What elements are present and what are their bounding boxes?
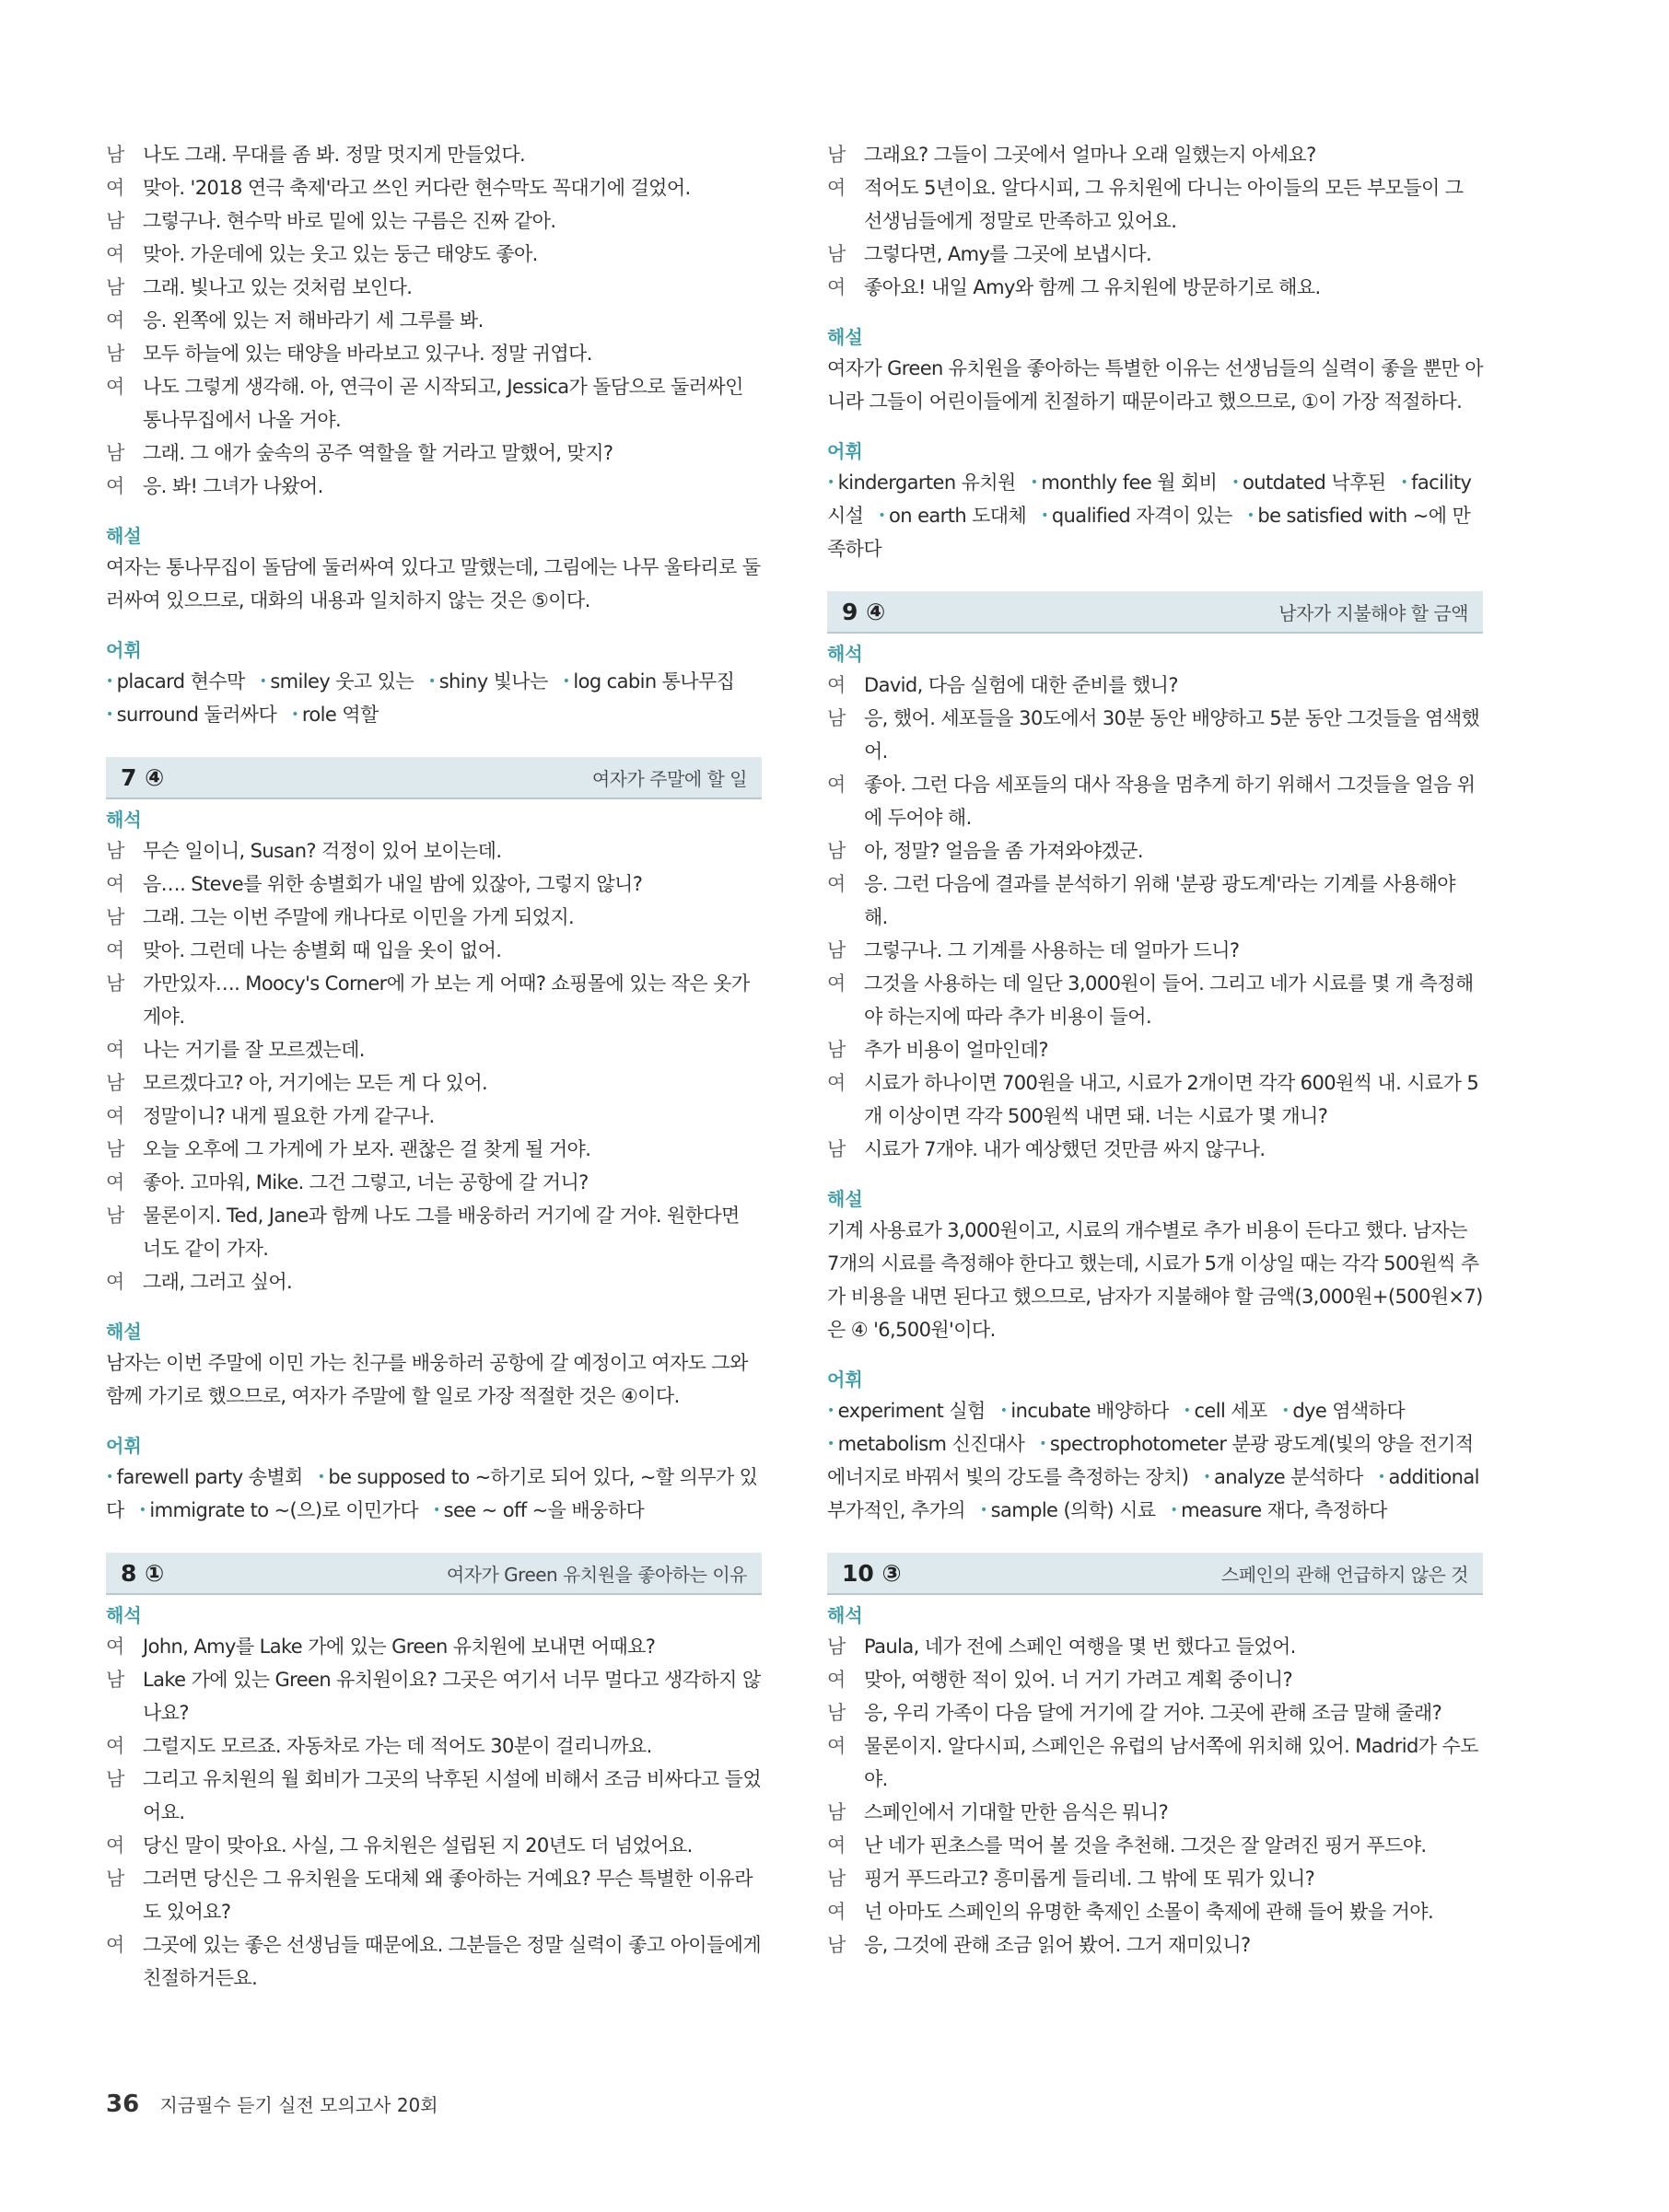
dialog-line (106, 1763, 762, 1829)
vocab-item: monthly fee 월 회비 (1041, 472, 1218, 494)
speaker-label: 남 (106, 210, 124, 232)
speaker-label: 남 (827, 1868, 846, 1890)
dialog-line (827, 1796, 1483, 1829)
dialog-text: 스페인에서 기대할 만한 음식은 뭐니? (864, 1801, 1169, 1823)
vocab-label: 어휘 (827, 440, 863, 462)
vocab-item: be supposed to ~하기로 되어 있다, ~할 의무가 있다 (106, 1466, 758, 1521)
dialog-text: 적어도 5년이요. 알다시피, 그 유치원에 다니는 아이들의 모든 부모들이 그 선생님들에게 정말로 만족하고 있어요. (864, 177, 1464, 232)
speaker-label: 남 (106, 1868, 124, 1890)
dialog-line (106, 304, 762, 337)
dialog-text: 넌 아마도 스페인의 유명한 축제인 소몰이 축제에 관해 들어 봤을 거야. (864, 1901, 1434, 1923)
dialog-text: 시료가 하나이면 700원을 내고, 시료가 2개이면 각각 600원씩 내. 시료가 5개 이상이면 각각 500원씩 내면 돼. 너는 시료가 몇 개니? (864, 1072, 1479, 1127)
vocab-q6 (106, 665, 762, 731)
speaker-label: 여 (827, 177, 846, 199)
dialog-text: 그래, 그러고 싶어. (143, 1271, 293, 1293)
book-title: 지금필수 듣기 실전 모의고사 20회 (159, 2094, 438, 2116)
speaker-label: 남 (106, 840, 124, 862)
vocab-item: role 역할 (301, 704, 379, 726)
vocab-item: farewell party 송별회 (116, 1466, 303, 1488)
speaker-label: 남 (106, 1205, 124, 1227)
speaker-label: 여 (106, 475, 124, 497)
speaker-label: 남 (827, 1636, 846, 1658)
speaker-label: 여 (827, 674, 846, 696)
vocab-item: outdated 낙후된 (1243, 472, 1386, 494)
explanation-label: 해설 (106, 525, 142, 547)
dialog-line (827, 1033, 1483, 1066)
dialog-line (106, 204, 762, 238)
speaker-label: 남 (827, 1702, 846, 1724)
dialog-line (106, 1033, 762, 1066)
vocab-item: shiny 빛나는 (438, 670, 548, 693)
dialog-text: 응. 그런 다음에 결과를 분석하기 위해 '분광 광도계'라는 기계를 사용해야 해. (864, 873, 1455, 928)
speaker-label: 여 (106, 1271, 124, 1293)
explanation-q8: 여자가 Green 유치원을 좋아하는 특별한 이유는 선생님들의 실력이 좋을 뿐만 아니라 그들이 어린이들에게 친절하기 때문이라고 했으므로, ①이 가장 적절하다. (827, 357, 1483, 413)
dialog-text: 맞아. '2018 연극 축제'라고 쓰인 커다란 현수막도 꼭대기에 걸었어. (143, 177, 691, 199)
dialog-line (106, 967, 762, 1033)
dialog-text: 그럴지도 모르죠. 자동차로 가는 데 적어도 30분이 걸리니까요. (143, 1735, 652, 1757)
dialog-line (106, 1862, 762, 1928)
speaker-label: 여 (827, 1834, 846, 1857)
explanation-label: 해설 (106, 1321, 142, 1343)
dialog-line (106, 1729, 762, 1763)
speaker-label: 여 (106, 177, 124, 199)
dialog-text: 그래. 그는 이번 주말에 캐나다로 이민을 가게 되었지. (143, 906, 575, 928)
dialog-text: 맞아. 가운데에 있는 웃고 있는 둥근 태양도 좋아. (143, 243, 538, 265)
dialog-line (106, 1199, 762, 1265)
dialog-text: 그러면 당신은 그 유치원을 도대체 왜 좋아하는 거예요? 무슨 특별한 이유라도 있어요? (143, 1868, 753, 1923)
dialog-line (827, 1066, 1483, 1133)
dialog-line (827, 138, 1483, 171)
bullet-icon: • (106, 707, 113, 722)
bullet-icon: • (1183, 1403, 1191, 1418)
vocab-label: 어휘 (827, 1368, 863, 1391)
dialog-text: 그것을 사용하는 데 일단 3,000원이 들어. 그리고 네가 시료를 몇 개 측정해야 하는지에 따라 추가 비용이 들어. (864, 972, 1474, 1028)
bullet-icon: • (827, 1437, 834, 1451)
speaker-label: 남 (827, 707, 846, 729)
vocab-item: placard 현수막 (116, 670, 245, 693)
question-topic: 스페인의 관해 언급하지 않은 것 (1220, 1563, 1468, 1586)
bullet-icon: • (138, 1503, 146, 1518)
question-number: 9 ④ (842, 598, 886, 625)
speaker-label: 여 (827, 873, 846, 895)
speaker-label: 남 (106, 144, 124, 166)
vocab-item: dye 염색하다 (1292, 1400, 1406, 1422)
dialog-line (827, 669, 1483, 702)
vocab-q8 (827, 466, 1483, 565)
dialog-line (106, 1829, 762, 1862)
bullet-icon: • (827, 1403, 834, 1418)
question-topic: 남자가 지불해야 할 금액 (1278, 601, 1468, 624)
bullet-icon: • (999, 1403, 1008, 1418)
dialog-line (827, 768, 1483, 834)
bullet-icon: • (1030, 475, 1038, 490)
bullet-icon: • (979, 1503, 987, 1518)
speaker-label: 여 (106, 1105, 124, 1127)
explanation-q9: 기계 사용료가 3,000원이고, 시료의 개수별로 추가 비용이 든다고 했다. 남자는 7개의 시료를 측정해야 한다고 했는데, 시료가 5개 이상일 때는 각각 500원씩 추가 비용을 내면 된다고 했으므로, 남자가 지불해야 할 금액(3,000원+(500원×7)은 ④ '6,500원'이다. (827, 1219, 1483, 1341)
speaker-label: 여 (827, 1669, 846, 1691)
vocab-q9 (827, 1394, 1483, 1527)
translation-label: 해석 (827, 1604, 863, 1626)
speaker-label: 여 (106, 1636, 124, 1658)
dialog-line (106, 138, 762, 171)
dialog-text: 맞아, 여행한 적이 있어. 너 거기 가려고 계획 중이니? (864, 1669, 1293, 1691)
page-number: 36 (106, 2090, 140, 2118)
dialog-q6-continued (106, 138, 762, 503)
bullet-icon: • (562, 674, 570, 689)
speaker-label: 여 (827, 276, 846, 298)
dialog-line (106, 1663, 762, 1729)
speaker-label: 여 (106, 1171, 124, 1193)
speaker-label: 남 (106, 276, 124, 298)
dialog-line (106, 1133, 762, 1166)
bullet-icon: • (291, 707, 298, 722)
speaker-label: 남 (106, 1138, 124, 1160)
vocab-item: see ~ off ~을 배웅하다 (443, 1499, 645, 1521)
translation-label: 해석 (106, 1604, 142, 1626)
speaker-label: 여 (827, 1901, 846, 1923)
bullet-icon: • (1400, 475, 1408, 490)
bullet-icon: • (1039, 1437, 1046, 1451)
dialog-text: 응, 우리 가족이 다음 달에 거기에 갈 거야. 그곳에 관해 조금 말해 줄래? (864, 1702, 1442, 1724)
dialog-text: 모두 하늘에 있는 태양을 바라보고 있구나. 정말 귀엽다. (143, 343, 592, 365)
bullet-icon: • (432, 1503, 440, 1518)
vocab-item: kindergarten 유치원 (837, 472, 1016, 494)
question-header-9 (827, 591, 1483, 634)
bullet-icon: • (106, 674, 113, 689)
dialog-text: 응. 봐! 그녀가 나왔어. (143, 475, 323, 497)
speaker-label: 남 (106, 343, 124, 365)
dialog-text: John, Amy를 Lake 가에 있는 Green 유치원에 보내면 어때요? (143, 1636, 656, 1658)
dialog-line (106, 934, 762, 967)
speaker-label: 남 (827, 144, 846, 166)
bullet-icon: • (1246, 508, 1255, 523)
translation-label: 해석 (106, 809, 142, 831)
dialog-text: 추가 비용이 얼마인데? (864, 1039, 1048, 1061)
bullet-icon: • (827, 475, 834, 490)
vocab-item: cell 세포 (1194, 1400, 1267, 1422)
dialog-q8-continued (827, 138, 1483, 304)
dialog-text: 음…. Steve를 위한 송별회가 내일 밤에 있잖아, 그렇지 않니? (143, 873, 643, 895)
dialog-line (106, 1265, 762, 1298)
question-number: 10 ③ (842, 1559, 902, 1587)
vocab-item: qualified 자격이 있는 (1051, 505, 1232, 527)
dialog-text: 좋아. 그런 다음 세포들의 대사 작용을 멈추게 하기 위해서 그것들을 얼음 위에 두어야 해. (864, 774, 1476, 829)
bullet-icon: • (878, 508, 886, 523)
vocab-label: 어휘 (106, 639, 142, 661)
question-header-7 (106, 757, 762, 799)
question-number: 7 ④ (121, 763, 165, 791)
bullet-icon: • (1231, 475, 1240, 490)
dialog-text: Paula, 네가 전에 스페인 여행을 몇 번 했다고 들었어. (864, 1636, 1296, 1658)
speaker-label: 여 (827, 1072, 846, 1094)
dialog-text: 그렇구나. 그 기계를 사용하는 데 얼마가 드니? (864, 939, 1240, 961)
speaker-label: 남 (106, 1669, 124, 1691)
dialog-line (106, 171, 762, 204)
explanation-q6: 여자는 통나무집이 돌담에 둘러싸여 있다고 말했는데, 그림에는 나무 울타리로 둘러싸여 있으므로, 대화의 내용과 일치하지 않는 것은 ⑤이다. (106, 556, 761, 611)
dialog-line (106, 1166, 762, 1199)
dialog-line (106, 437, 762, 470)
question-number: 8 ① (121, 1559, 165, 1587)
speaker-label: 남 (106, 972, 124, 995)
dialog-text: 그곳에 있는 좋은 선생님들 때문에요. 그분들은 정말 실력이 좋고 아이들에게 친절하거든요. (143, 1934, 762, 1989)
vocab-item: smiley 웃고 있는 (270, 670, 414, 693)
dialog-text: 그렇구나. 현수막 바로 밑에 있는 구름은 진짜 같아. (143, 210, 556, 232)
dialog-line (827, 867, 1483, 934)
vocab-item: on earth 도대체 (889, 505, 1027, 527)
speaker-label: 여 (106, 1934, 124, 1956)
dialog-line (827, 1630, 1483, 1663)
dialog-line (106, 337, 762, 370)
vocab-item: incubate 배양하다 (1010, 1400, 1169, 1422)
speaker-label: 여 (106, 376, 124, 398)
speaker-label: 남 (106, 1768, 124, 1790)
speaker-label: 여 (106, 243, 124, 265)
dialog-text: David, 다음 실험에 대한 준비를 했니? (864, 674, 1178, 696)
speaker-label: 여 (106, 1834, 124, 1857)
dialog-q9 (827, 669, 1483, 1166)
vocab-item: analyze 분석하다 (1214, 1466, 1363, 1488)
dialog-line (106, 1630, 762, 1663)
dialog-line (827, 967, 1483, 1033)
vocab-item: measure 재다, 측정하다 (1181, 1499, 1387, 1521)
speaker-label: 남 (827, 1801, 846, 1823)
dialog-line (827, 1696, 1483, 1729)
speaker-label: 여 (827, 774, 846, 796)
speaker-label: 남 (106, 442, 124, 464)
vocab-q7 (106, 1461, 762, 1527)
speaker-label: 남 (106, 1072, 124, 1094)
dialog-text: 응, 그것에 관해 조금 읽어 봤어. 그거 재미있니? (864, 1934, 1251, 1956)
question-header-8 (106, 1553, 762, 1595)
vocab-label: 어휘 (106, 1435, 142, 1457)
dialog-line (827, 934, 1483, 967)
translation-label: 해석 (827, 643, 863, 665)
vocab-item: surround 둘러싸다 (116, 704, 277, 726)
dialog-text: 모르겠다고? 아, 거기에는 모든 게 다 있어. (143, 1072, 488, 1094)
explanation-q7: 남자는 이번 주말에 이민 가는 친구를 배웅하러 공항에 갈 예정이고 여자도 그와 함께 가기로 했으므로, 여자가 주말에 할 일로 가장 적절한 것은 ④이다. (106, 1352, 748, 1407)
bullet-icon: • (428, 674, 436, 689)
dialog-text: 그래요? 그들이 그곳에서 얼마나 오래 일했는지 아세요? (864, 144, 1316, 166)
speaker-label: 여 (106, 939, 124, 961)
dialog-line (827, 834, 1483, 867)
speaker-label: 여 (106, 309, 124, 332)
question-topic: 여자가 Green 유치원을 좋아하는 이유 (446, 1563, 747, 1586)
speaker-label: 남 (827, 1138, 846, 1160)
dialog-text: 응, 했어. 세포들을 30도에서 30분 동안 배양하고 5분 동안 그것들을 염색했어. (864, 707, 1480, 763)
dialog-line (106, 901, 762, 934)
dialog-text: 난 네가 핀초스를 먹어 볼 것을 추천해. 그것은 잘 알려진 핑거 푸드야. (864, 1834, 1427, 1857)
speaker-label: 남 (106, 906, 124, 928)
dialog-text: 가만있자…. Moocy's Corner에 가 보는 게 어때? 쇼핑몰에 있는 작은 옷가게야. (143, 972, 750, 1028)
dialog-q10 (827, 1630, 1483, 1962)
question-header-10 (827, 1553, 1483, 1595)
explanation-label: 해설 (827, 1188, 863, 1210)
dialog-text: 그래. 그 애가 숲속의 공주 역할을 할 거라고 말했어, 맞지? (143, 442, 613, 464)
vocab-item: immigrate to ~(으)로 이민가다 (149, 1499, 418, 1521)
speaker-label: 여 (106, 1039, 124, 1061)
vocab-item: metabolism 신진대사 (837, 1433, 1025, 1455)
vocab-item: facility 시설 (827, 472, 1472, 527)
speaker-label: 여 (106, 1735, 124, 1757)
dialog-line (827, 271, 1483, 304)
dialog-text: 당신 말이 맞아요. 사실, 그 유치원은 설립된 지 20년도 더 넘었어요. (143, 1834, 693, 1857)
dialog-line (106, 867, 762, 901)
dialog-line (106, 1100, 762, 1133)
page-footer (106, 2090, 438, 2118)
speaker-label: 남 (827, 243, 846, 265)
dialog-q7 (106, 834, 762, 1298)
bullet-icon: • (1203, 1470, 1210, 1484)
dialog-text: 핑거 푸드라고? 흥미롭게 들리네. 그 밖에 또 뭐가 있니? (864, 1868, 1315, 1890)
dialog-line (106, 271, 762, 304)
dialog-text: 그렇다면, Amy를 그곳에 보냅시다. (864, 243, 1152, 265)
dialog-line (827, 1928, 1483, 1962)
vocab-item: sample (의학) 시료 (990, 1499, 1156, 1521)
dialog-text: 물론이지. Ted, Jane과 함께 나도 그를 배웅하러 거기에 갈 거야. 원한다면 너도 같이 가자. (143, 1205, 740, 1260)
bullet-icon: • (1170, 1503, 1178, 1518)
dialog-line (106, 238, 762, 271)
dialog-text: 맞아. 그런데 나는 송별회 때 입을 옷이 없어. (143, 939, 502, 961)
dialog-line (106, 1066, 762, 1100)
dialog-line (827, 238, 1483, 271)
speaker-label: 여 (827, 972, 846, 995)
dialog-text: 그래. 빛나고 있는 것처럼 보인다. (143, 276, 413, 298)
dialog-text: 나도 그래. 무대를 좀 봐. 정말 멋지게 만들었다. (143, 144, 526, 166)
dialog-text: 그리고 유치원의 월 회비가 그곳의 낙후된 시설에 비해서 조금 비싸다고 들었어요. (143, 1768, 762, 1823)
left-column (106, 138, 762, 1995)
dialog-text: 시료가 7개야. 내가 예상했던 것만큼 싸지 않구나. (864, 1138, 1266, 1160)
dialog-text: 정말이니? 내게 필요한 가게 같구나. (143, 1105, 435, 1127)
dialog-line (106, 1928, 762, 1995)
dialog-text: 나도 그렇게 생각해. 아, 연극이 곧 시작되고, Jessica가 돌담으로 둘러싸인 통나무집에서 나올 거야. (143, 376, 743, 431)
speaker-label: 남 (827, 1039, 846, 1061)
dialog-line (106, 834, 762, 867)
dialog-line (827, 1829, 1483, 1862)
dialog-line (827, 702, 1483, 768)
dialog-text: 좋아. 고마워, Mike. 그건 그렇고, 너는 공항에 갈 거니? (143, 1171, 589, 1193)
speaker-label: 남 (827, 1934, 846, 1956)
question-topic: 여자가 주말에 할 일 (591, 767, 747, 790)
dialog-text: 물론이지. 알다시피, 스페인은 유럽의 남서쪽에 위치해 있어. Madrid가 수도야. (864, 1735, 1478, 1790)
vocab-item: experiment 실험 (837, 1400, 986, 1422)
dialog-line (827, 1663, 1483, 1696)
speaker-label: 남 (827, 939, 846, 961)
dialog-text: 오늘 오후에 그 가게에 가 보자. 괜찮은 걸 찾게 될 거야. (143, 1138, 591, 1160)
bullet-icon: • (259, 674, 267, 689)
speaker-label: 여 (106, 873, 124, 895)
explanation-label: 해설 (827, 326, 863, 348)
right-column (827, 138, 1483, 1962)
vocab-item: log cabin 통나무집 (573, 670, 735, 693)
speaker-label: 여 (827, 1735, 846, 1757)
bullet-icon: • (317, 1470, 325, 1484)
bullet-icon: • (1377, 1470, 1385, 1484)
dialog-line (827, 1862, 1483, 1895)
dialog-text: 나는 거기를 잘 모르겠는데. (143, 1039, 365, 1061)
vocab-item: spectrophotometer 분광 광도계(빛의 양을 전기적 에너지로 바꿔서 빛의 강도를 측정하는 장치) (827, 1433, 1474, 1488)
dialog-line (106, 470, 762, 503)
dialog-text: Lake 가에 있는 Green 유치원이요? 그곳은 여기서 너무 멀다고 생각하지 않나요? (143, 1669, 761, 1724)
dialog-text: 무슨 일이니, Susan? 걱정이 있어 보이는데. (143, 840, 502, 862)
dialog-text: 좋아요! 내일 Amy와 함께 그 유치원에 방문하기로 해요. (864, 276, 1321, 298)
dialog-q8 (106, 1630, 762, 1995)
vocab-item: additional 부가적인, 추가의 (827, 1466, 1479, 1521)
dialog-line (827, 1729, 1483, 1796)
dialog-line (827, 171, 1483, 238)
dialog-text: 응. 왼쪽에 있는 저 해바라기 세 그루를 봐. (143, 309, 484, 332)
dialog-line (827, 1895, 1483, 1928)
dialog-text: 아, 정말? 얼음을 좀 가져와야겠군. (864, 840, 1143, 862)
dialog-line (106, 370, 762, 437)
bullet-icon: • (106, 1470, 113, 1484)
dialog-line (827, 1133, 1483, 1166)
bullet-icon: • (1281, 1403, 1290, 1418)
vocab-item: be satisfied with ~에 만족하다 (827, 505, 1471, 560)
bullet-icon: • (1041, 508, 1048, 523)
speaker-label: 남 (827, 840, 846, 862)
